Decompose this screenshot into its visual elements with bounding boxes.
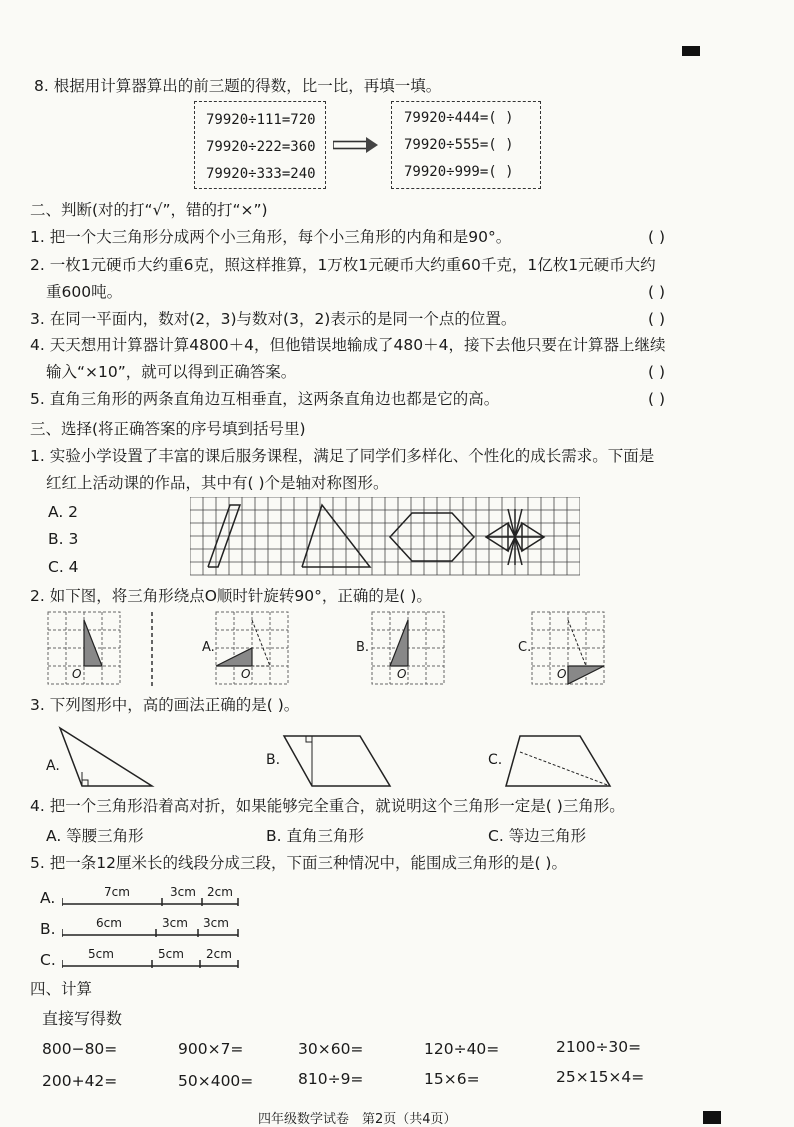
choice-q4-option-b[interactable]: B. 直角三角形 — [266, 827, 364, 845]
calc-1-3[interactable]: 30×60= — [298, 1040, 364, 1058]
section3-title: 三、选择(将正确答案的序号填到括号里) — [30, 420, 306, 438]
judge-item-3: 3. 在同一平面内，数对(2，3)与数对(3，2)表示的是同一个点的位置。 — [30, 310, 517, 328]
segment-b-2: 3cm — [162, 916, 188, 930]
shape-3-hexagon — [390, 513, 474, 561]
corner-mark-top — [682, 46, 700, 56]
choice-q5-text: 5. 把一条12厘米长的线段分成三段，下面三种情况中，能围成三角形的是( )。 — [30, 854, 567, 872]
section4-subtitle: 直接写得数 — [42, 1009, 123, 1028]
q8-right-eq-1: 79920÷444=( ) — [404, 110, 514, 126]
q8-right-eq-3: 79920÷999=( ) — [404, 164, 514, 180]
q8-left-eq-2: 79920÷222=360 — [206, 139, 316, 155]
rotation-label-a[interactable]: A. — [202, 640, 215, 655]
segment-a-1: 7cm — [104, 885, 130, 899]
calc-2-1[interactable]: 200+42= — [42, 1072, 118, 1090]
calc-1-5[interactable]: 2100÷30= — [556, 1038, 642, 1056]
segment-label-a[interactable]: A. — [40, 889, 56, 907]
judge-item-2: 2. 一枚1元硬币大约重6克，照这样推算，1万枚1元硬币大约重60千克，1亿枚1元硬币大约 — [30, 256, 656, 274]
q8-text: 8. 根据用计算器算出的前三题的得数，比一比，再填一填。 — [34, 77, 442, 95]
choice-q1-option-c[interactable]: C. 4 — [48, 558, 79, 576]
calc-1-4[interactable]: 120÷40= — [424, 1040, 500, 1058]
q8-left-eq-3: 79920÷333=240 — [206, 166, 316, 182]
height-label-b[interactable]: B. — [266, 752, 281, 768]
rotation-label-c[interactable]: C. — [518, 640, 532, 655]
segment-a-2: 3cm — [170, 885, 196, 899]
section2-title: 二、判断(对的打“√”，错的打“×”) — [30, 201, 268, 219]
segment-c-2: 5cm — [158, 947, 184, 961]
segment-label-b[interactable]: B. — [40, 920, 56, 938]
height-label-a[interactable]: A. — [46, 758, 60, 774]
judge-answer-3[interactable]: ( ) — [648, 310, 666, 328]
corner-mark-bottom — [703, 1111, 721, 1124]
segment-label-c[interactable]: C. — [40, 951, 56, 969]
choice-q1-line1: 1. 实验小学设置了丰富的课后服务课程，满足了同学们多样化、个性化的成长需求。下面是 — [30, 447, 655, 465]
judge-item-5: 5. 直角三角形的两条直角边互相垂直，这两条直角边也都是它的高。 — [30, 390, 500, 408]
judge-answer-5[interactable]: ( ) — [648, 390, 666, 408]
judge-answer-4[interactable]: ( ) — [648, 363, 666, 381]
rotation-point-o-a: O — [241, 667, 251, 681]
calc-1-2[interactable]: 900×7= — [178, 1040, 244, 1058]
symmetry-grid — [190, 497, 580, 577]
calc-1-1[interactable]: 800−80= — [42, 1040, 118, 1058]
choice-q1-line2: 红红上活动课的作品，其中有( )个是轴对称图形。 — [46, 474, 389, 492]
calc-2-5[interactable]: 25×15×4= — [556, 1068, 645, 1086]
calc-2-4[interactable]: 15×6= — [424, 1070, 480, 1088]
calc-2-3[interactable]: 810÷9= — [298, 1070, 364, 1088]
segment-c-1: 5cm — [88, 947, 114, 961]
judge-answer-1[interactable]: ( ) — [648, 228, 666, 246]
rotation-point-o-c: O — [557, 667, 567, 681]
choice-q2-text: 2. 如下图，将三角形绕点O顺时针旋转90°，正确的是( )。 — [30, 587, 432, 605]
choice-q3-text: 3. 下列图形中，高的画法正确的是( )。 — [30, 696, 300, 714]
arrow-right-icon — [333, 136, 379, 154]
q8-right-eq-2: 79920÷555=( ) — [404, 137, 514, 153]
judge-item-4: 4. 天天想用计算器计算4800＋4，但他错误地输成了480＋4，接下去他只要在计算器上继续 — [30, 336, 666, 354]
choice-q1-option-a[interactable]: A. 2 — [48, 503, 79, 521]
height-label-c[interactable]: C. — [488, 752, 503, 768]
calc-2-2[interactable]: 50×400= — [178, 1072, 254, 1090]
choice-q4-text: 4. 把一个三角形沿着高对折，如果能够完全重合，就说明这个三角形一定是( )三角形。 — [30, 797, 625, 815]
judge-item-4-cont: 输入“×10”，就可以得到正确答案。 — [46, 363, 297, 381]
judge-item-1: 1. 把一个大三角形分成两个小三角形，每个小三角形的内角和是90°。 — [30, 228, 512, 246]
segment-c-3: 2cm — [206, 947, 232, 961]
segment-b-1: 6cm — [96, 916, 122, 930]
rotation-label-b[interactable]: B. — [356, 640, 370, 655]
rotation-point-o-b: O — [397, 667, 407, 681]
q8-left-eq-1: 79920÷111=720 — [206, 112, 316, 128]
height-figures — [40, 722, 620, 792]
choice-q1-option-b[interactable]: B. 3 — [48, 530, 79, 548]
page-footer: 四年级数学试卷 第2页（共4页） — [258, 1112, 457, 1127]
judge-item-2-cont: 重600吨。 — [46, 283, 123, 301]
judge-answer-2[interactable]: ( ) — [648, 283, 666, 301]
segment-b-3: 3cm — [203, 916, 229, 930]
rotation-figures — [40, 608, 620, 690]
choice-q4-option-c[interactable]: C. 等边三角形 — [488, 827, 587, 845]
rotation-point-o-orig: O — [72, 667, 82, 681]
choice-q4-option-a[interactable]: A. 等腰三角形 — [46, 827, 144, 845]
segment-a-3: 2cm — [207, 885, 233, 899]
section4-title: 四、计算 — [30, 980, 93, 998]
